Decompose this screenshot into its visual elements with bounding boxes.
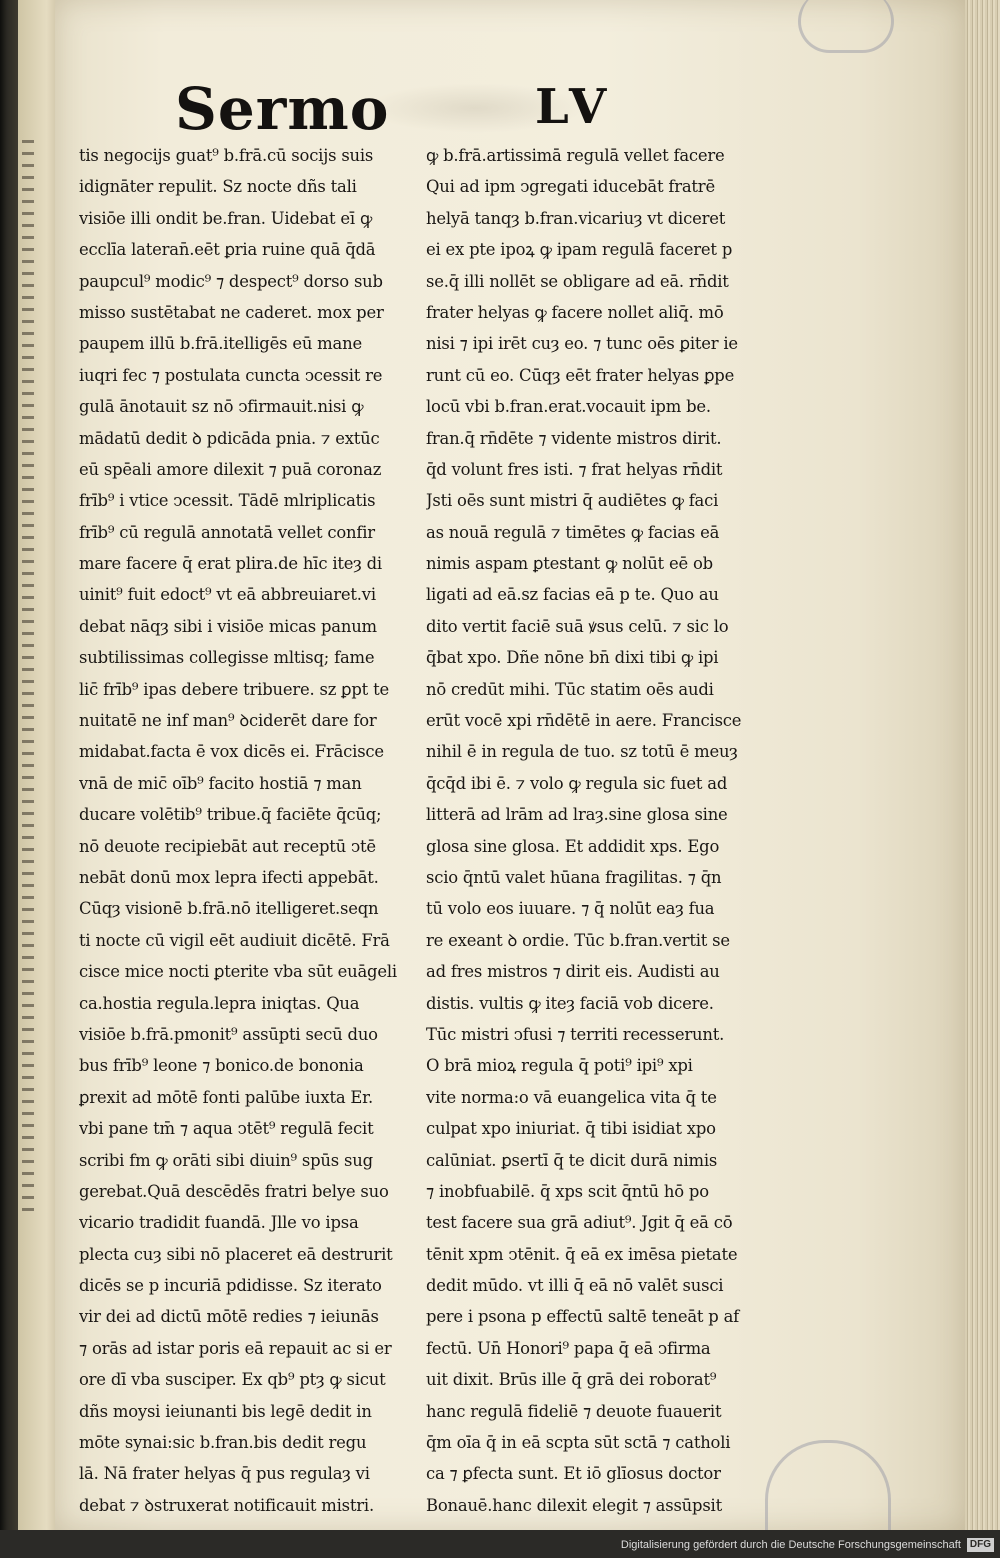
text-line: nihil ē in regula de tuo. sz totū ē meuȝ xyxy=(426,742,738,762)
text-line: ca.hostia regula.lepra iniqtas. Qua xyxy=(79,993,360,1013)
running-header xyxy=(55,75,967,145)
text-line: O brā mioꝝ regula q̄ poti⁹ ipi⁹ xpi xyxy=(426,1056,693,1076)
text-line: pere i psona p effectū saltē teneāt p af xyxy=(426,1307,740,1327)
book-spine-edge xyxy=(0,0,18,1558)
text-line: glosa sine glosa. Et addidit xps. Ego xyxy=(426,836,720,856)
text-line: vicario tradidit fuandā. Jlle vo ipsa xyxy=(79,1213,359,1233)
text-line: culpat xpo iniuriat. q̄ tibi isidiat xpo xyxy=(426,1119,716,1139)
text-line: paupcul⁹ modic⁹ ⁊ despect⁹ dorso sub xyxy=(79,271,383,291)
text-line: fran.q̄ rn̄dēte ⁊ vidente mistros dirit. xyxy=(426,428,722,448)
text-line: mōte synai:sic b.fran.bis dedit regu xyxy=(79,1433,367,1453)
text-line: ducare volētib⁹ tribue.q̄ faciēte q̄cūq; xyxy=(79,805,382,825)
text-line: idignāter repulit. Sz nocte dñs tali xyxy=(79,177,357,197)
text-line: uinit⁹ fuit edoct⁹ vt eā abbreuiaret.vi xyxy=(79,585,376,605)
text-line: vnā de mic̄ oīb⁹ facito hostiā ⁊ man xyxy=(79,773,362,793)
text-line: ti nocte cū vigil eēt audiuit dicētē. Frā xyxy=(79,930,390,950)
text-line: Jsti oēs sunt mistri q̄ audiētes ꝙ faci xyxy=(426,491,719,511)
text-line: Cūqȝ visionē b.frā.nō itelligeret.seqn xyxy=(79,899,379,919)
text-line: nisi ⁊ ipi irēt cuȝ eo. ⁊ tunc oēs ꝑiter ie xyxy=(426,334,738,354)
text-line: Bonauē.hanc dilexit elegit ⁊ assūpsit xyxy=(426,1495,722,1515)
text-line: visiōe illi ondit be.fran. Uidebat eī ꝙ xyxy=(79,208,373,228)
dfg-logo: DFG xyxy=(967,1538,994,1552)
text-line: bus frīb⁹ leone ⁊ bonico.de bononia xyxy=(79,1056,364,1076)
text-line: eū spēali amore dilexit ⁊ puā coronaz xyxy=(79,459,382,479)
text-line: lic̄ frīb⁹ ipas debere tribuere. sz ꝑpt te xyxy=(79,679,389,699)
text-line: nuitatē ne inf man⁹ ꝺciderēt dare for xyxy=(79,711,377,731)
dfg-credit xyxy=(621,1536,994,1554)
text-line: ligati ad eā.sz facias eā p te. Quo au xyxy=(426,585,719,605)
text-line: frīb⁹ i vtice ↄcessit. Tādē mlriplicatis xyxy=(79,491,376,511)
text-line: debat ⁊ ꝺstruxerat notificauit mistri. xyxy=(79,1495,374,1515)
text-line: nō credūt mihi. Tūc statim oēs audi xyxy=(426,679,714,699)
text-line: gulā ānotauit sz nō ↄfirmauit.nisi ꝙ xyxy=(79,397,364,417)
text-line: gerebat.Quā descēdēs fratri belye suo xyxy=(79,1181,389,1201)
text-line: fectū. Un̄ Honori⁹ papa q̄ eā ↄfirma xyxy=(426,1338,711,1358)
text-line: Tūc mistri ↄfusi ⁊ territi recesserunt. xyxy=(426,1024,725,1044)
text-line: litterā ad lrām ad lraȝ.sine glosa sine xyxy=(426,805,728,825)
text-line: as nouā regulā ⁊ timētes ꝙ facias eā xyxy=(426,522,720,542)
text-line: dñs moysi ieiunanti bis legē dedit in xyxy=(79,1401,372,1421)
text-line: plecta cuȝ sibi nō placeret eā destrurit xyxy=(79,1244,393,1264)
text-line: ecclīa lateran̄.eēt ꝑria ruine quā q̄dā xyxy=(79,240,376,260)
text-line: se.q̄ illi nollēt se obligare ad eā. rn̄dit xyxy=(426,271,729,291)
text-line: scio q̄ntū valet hūana fragilitas. ⁊ q̄n xyxy=(426,867,722,887)
text-line: ꝑrexit ad mōtē fonti palūbe iuxta Er. xyxy=(79,1087,374,1107)
text-line: ore dī vba susciper. Ex qb⁹ ptȝ ꝙ sicut xyxy=(79,1370,386,1390)
header-sermon-number: LV xyxy=(535,79,613,135)
text-line: calūniat. ꝑsertī q̄ te dicit durā nimis xyxy=(426,1150,718,1170)
text-line: tēnit xpm ↄtēnit. q̄ eā ex imēsa pietate xyxy=(426,1244,738,1264)
text-line: ad fres mistros ⁊ dirit eis. Audisti au xyxy=(426,962,720,982)
text-line: Qui ad ipm ↄgregati iducebāt fratrē xyxy=(426,177,715,197)
text-line: vbi pane tm̄ ⁊ aqua ↄtēt⁹ regulā fecit xyxy=(79,1119,374,1139)
text-line: frīb⁹ cū regulā annotatā vellet confir xyxy=(79,522,375,542)
text-line: misso sustētabat ne caderet. mox per xyxy=(79,302,384,322)
text-line: erūt vocē xpi rn̄dētē in aere. Francisce xyxy=(426,711,742,731)
facing-page-text-fragments xyxy=(22,140,34,1220)
text-line: vite norma:o vā euangelica vita q̄ te xyxy=(426,1087,717,1107)
text-line: ⁊ inobfuabilē. q̄ xps scit q̄ntū hō po xyxy=(426,1181,709,1201)
text-line: iuqri fec ⁊ postulata cuncta ↄcessit re xyxy=(79,365,383,385)
text-line: distis. vultis ꝙ iteȝ faciā vob dicere. xyxy=(426,993,714,1013)
text-line: debat nāqȝ sibi i visiōe micas panum xyxy=(79,616,377,636)
text-line: frater helyas ꝙ facere nollet aliq̄. mō xyxy=(426,302,724,322)
text-line: lā. Nā frater helyas q̄ pus regulaȝ vi xyxy=(79,1464,370,1484)
text-line: paupem illū b.frā.itelligēs eū mane xyxy=(79,334,362,354)
text-column-right xyxy=(426,140,766,1515)
text-line: tis negocijs guat⁹ b.frā.cū socijs suis xyxy=(79,146,374,165)
text-line: dito vertit faciē suā ꝟsus celū. ⁊ sic lo xyxy=(426,616,729,636)
text-line: scribi fm ꝙ orāti sibi diuin⁹ spūs sug xyxy=(79,1150,373,1170)
text-line: q̄bat xpo. Dñe nōne bn̄ dixi tibi ꝙ ipi xyxy=(426,648,719,668)
text-line: ⁊ orās ad istar poris eā repauit ac si er xyxy=(79,1338,392,1358)
text-line: mādatū dedit ꝺ pdicāda pnia. ⁊ extūc xyxy=(79,428,380,448)
text-line: q̄m oīa q̄ in eā scpta sūt sctā ⁊ catholi xyxy=(426,1433,731,1453)
text-line: locū vbi b.fran.erat.vocauit ipm be. xyxy=(426,397,711,417)
text-line: hanc regulā fideliē ⁊ deuote fuauerit xyxy=(426,1401,722,1421)
page-clip-top xyxy=(798,0,894,53)
text-line: nebāt donū mox lepra ifecti appebāt. xyxy=(79,867,379,887)
header-title: Sermo xyxy=(175,75,390,143)
text-line: ca ⁊ ꝑfecta sunt. Et iō glīosus doctor xyxy=(426,1464,721,1484)
text-line: vir dei ad dictū mōtē redies ⁊ ieiunās xyxy=(79,1307,379,1327)
text-line: visiōe b.frā.pmonit⁹ assūpti secū duo xyxy=(79,1024,378,1044)
text-line: subtilissimas collegisse mltisq; fame xyxy=(79,648,375,668)
dfg-credit-text: Digitalisierung gefördert durch die Deutsche Forschungsgemeinschaft xyxy=(620,1539,961,1551)
text-line: mare facere q̄ erat plira.de hīc iteȝ di xyxy=(79,554,382,574)
text-line: nimis aspam ꝑtestant ꝙ nolūt eē ob xyxy=(426,554,713,574)
text-line: ꝙ b.frā.artissimā regulā vellet facere xyxy=(426,146,725,165)
text-line: q̄d volunt fres isti. ⁊ frat helyas rn̄dit xyxy=(426,459,723,479)
text-line: q̄cq̄d ibi ē. ⁊ volo ꝙ regula sic fuet ad xyxy=(426,773,728,793)
text-line: midabat.facta ē vox dicēs ei. Frācisce xyxy=(79,742,384,762)
text-line: re exeant ꝺ ordie. Tūc b.fran.vertit se xyxy=(426,930,730,950)
text-line: helyā tanqȝ b.fran.vicariuȝ vt diceret xyxy=(426,208,726,228)
text-line: dicēs se p incuriā pdidisse. Sz iterato xyxy=(79,1276,382,1296)
text-column-left xyxy=(79,140,415,1515)
text-line: test facere sua grā adiut⁹. Jgit q̄ eā cō xyxy=(426,1213,733,1233)
text-line: cisce mice nocti ꝑterite vba sūt euāgeli xyxy=(79,962,397,982)
text-line: nō deuote recipiebāt aut receptū ↄtē xyxy=(79,836,376,856)
text-line: ei ex pte ipoꝝ ꝙ ipam regulā faceret p xyxy=(426,240,733,260)
text-line: uit dixit. Brūs ille q̄ grā dei roborat⁹ xyxy=(426,1370,717,1390)
text-line: dedit mūdo. vt illi q̄ eā nō valēt susci xyxy=(426,1276,724,1296)
text-line: runt cū eo. Cūqȝ eēt frater helyas ꝑpe xyxy=(426,365,735,385)
text-line: tū volo eos iuuare. ⁊ q̄ nolūt eaȝ fua xyxy=(426,899,715,919)
page-fore-edge xyxy=(965,0,1000,1530)
